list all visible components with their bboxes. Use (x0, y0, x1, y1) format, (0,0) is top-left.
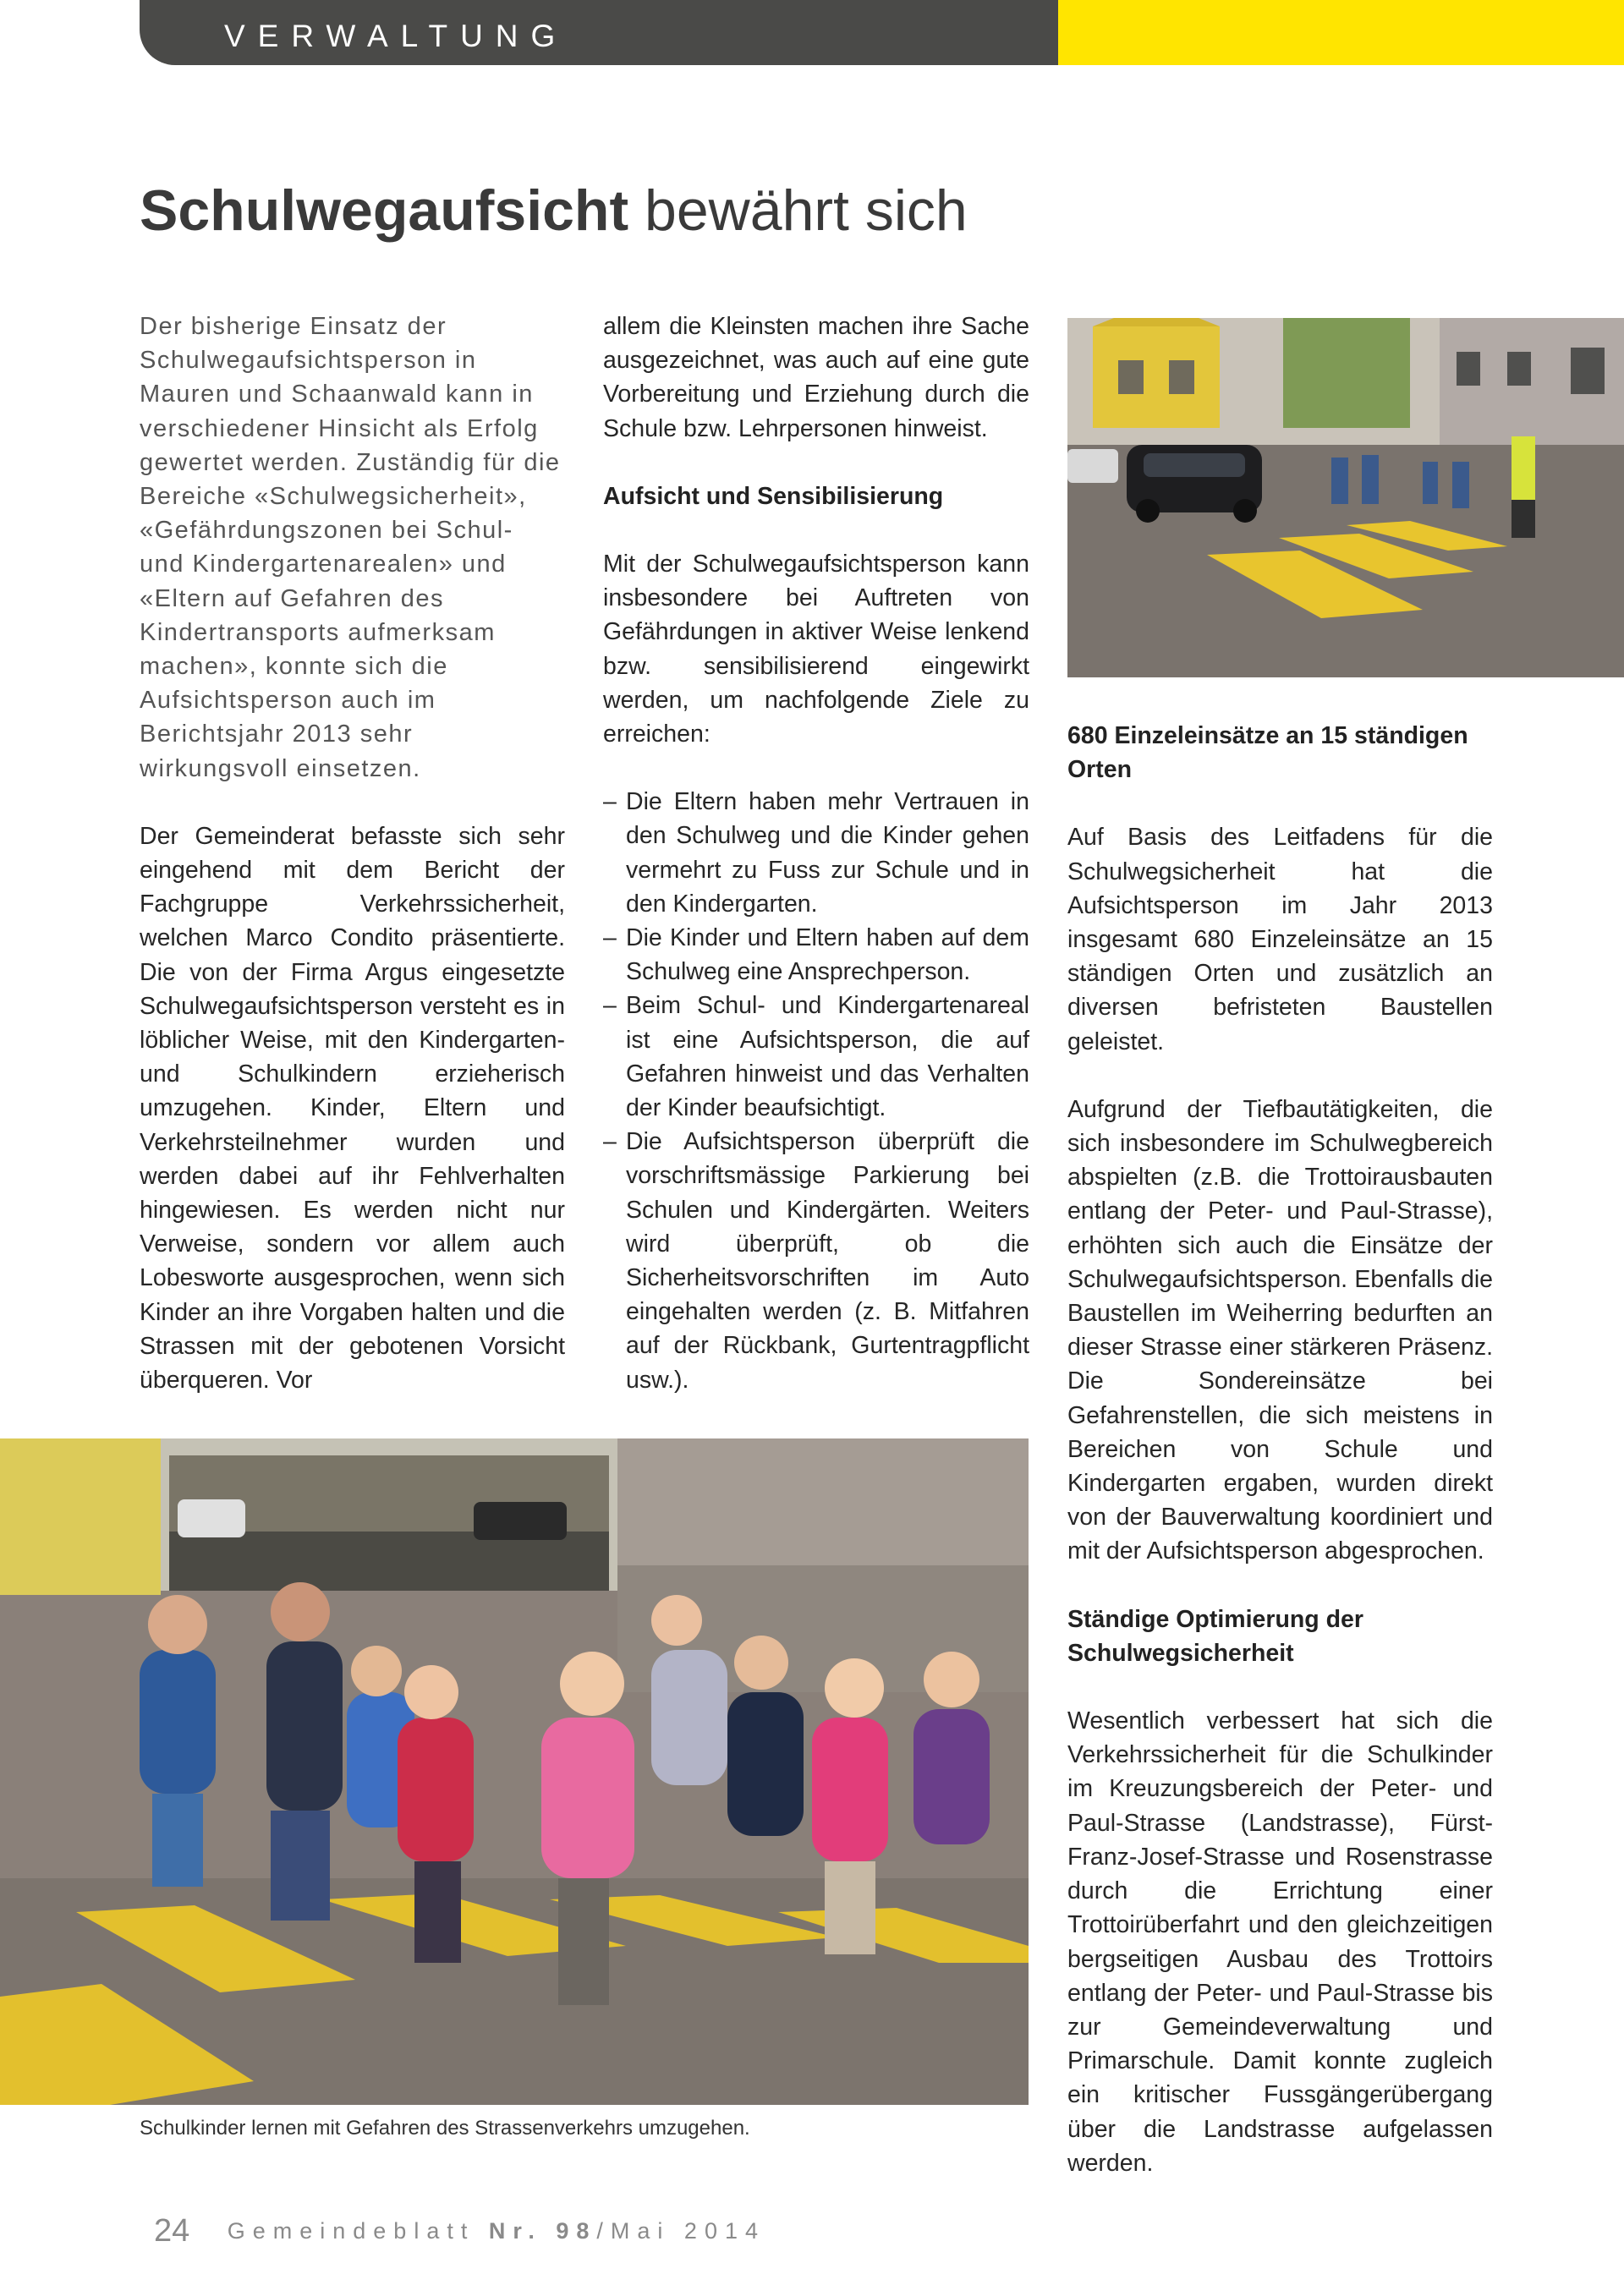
column-1 (140, 310, 565, 1397)
header-accent-bar (1058, 0, 1624, 65)
publication-info (228, 2218, 765, 2244)
page-footer (154, 2213, 765, 2249)
photo-caption: Schulkinder lernen mit Gefahren des Strassenverkehrs umzugehen. (140, 2117, 750, 2140)
lead-paragraph: Der bisherige Einsatz der Schulwegaufsichtsperson in Mauren und Schaanwald kann in verschiedener Hinsicht als Erfolg gewertet werden. Zuständig für die Bereiche «Schulwegsicherheit», «Gefährdungszonen bei Schul- und Kindergartenarealen» und «Eltern auf Gefahren des Kindertransports aufmerksam machen», konnte sich die Aufsichtsperson auch im Berichtsjahr 2013 sehr wirkungsvoll einsetzen. (140, 313, 561, 782)
body-paragraph: Der Gemeinderat befasste sich sehr eingehend mit dem Bericht der Fachgruppe Verkehrssicherheit, welchen Marco Condito präsentierte. Die von der Firma Argus eingesetzte Schulwegaufsichtsperson versteht es in löblicher Weise, mit den Kindergarten- und Schulkindern erzieherisch umzugehen. Kinder, Eltern und Verkehrsteilnehmer wurden und werden dabei auf ihr Fehlverhalten hingewiesen. Es werden nicht nur Verweise, sondern vor allem auch Lobesworte ausgesprochen, wenn sich Kinder an ihre Vorgaben halten und die Strassen mit der gebotenen Vorsicht überqueren. Vor (140, 822, 565, 1395)
crosswalk-car-photo (1067, 318, 1624, 677)
paragraph-verbessert: Wesentlich verbessert hat sich die Verkehrssicherheit für die Schulkinder im Kreuzungsbereich der Peter- und Paul-Strasse (Landstrasse), Fürst-Franz-Josef-Strasse und Rosenstrasse durch die Errichtung einer Trottoirüberfahrt und den gleichzeitigen bergseitigen Ausbau des Trottoirs entlang der Peter- und Paul-Strasse bis zur Gemeindeverwaltung und Primarschule. Damit konnte zugleich ein kritischer Fussgängerübergang über die Landstrasse aufgelassen werden. (1067, 1707, 1493, 2177)
list-item: – Beim Schul- und Kindergartenareal ist eine Aufsichtsperson, die auf Gefahren hinweist und das Verhalten der Kinder beaufsichtigt. (603, 989, 1029, 1125)
publication-name: Gemeindeblatt (227, 2218, 475, 2244)
article-title-rest: bewährt sich (628, 178, 968, 243)
paragraph-basis: Auf Basis des Leitfadens für die Schulwegsicherheit hat die Aufsichtsperson im Jahr 2013 insgesamt 680 Einzeleinsätze an 15 ständigen Orten und zusätzlich an diversen befristeten Baustellen geleistet. (1067, 824, 1493, 1055)
list-item: – Die Kinder und Eltern haben auf dem Schulweg eine Ansprechperson. (603, 921, 1029, 989)
section-label: VERWALTUNG (224, 19, 568, 53)
column-3 (1067, 719, 1493, 2180)
page-number: 24 (154, 2213, 190, 2249)
paragraph-tiefbau: Aufgrund der Tiefbautätigkeiten, die sich insbesondere im Schulwegbereich abspielten (z.B. die Trottoirausbauten entlang der Peter- und Paul-Strasse), erhöhten sich auch die Einsätze der Schulwegaufsichtsperson. Ebenfalls die Baustellen im Weiherring bedurften an dieser Strasse einer stärkeren Präsenz. Die Sondereinsätze bei Gefahrenstellen, die sich meistens in Bereichen von Schule und Kindergarten ergaben, wurden direkt von der Bauverwaltung koordiniert und mit der Aufsichtsperson abgesprochen. (1067, 1095, 1493, 1565)
list-item: – Die Aufsichtsperson überprüft die vorschriftsmässige Parkierung bei Schulen und Kindergärten. Weiters wird überprüft, ob die Sicherheitsvorschriften im Auto eingehalten werden (z. B. Mitfahren auf der Rückbank, Gurtentragpflicht usw.). (603, 1125, 1029, 1397)
article-title-strong: Schulwegaufsicht (140, 178, 629, 243)
issue-number: Nr. 98 (488, 2218, 597, 2244)
issue-date: /Mai 2014 (596, 2218, 765, 2244)
continuation-paragraph: allem die Kleinsten machen ihre Sache ausgezeichnet, was auch auf eine gute Vorbereitung und Erziehung durch die Schule bzw. Lehrpersonen hinweist. (603, 313, 1029, 442)
intro-paragraph: Mit der Schulwegaufsichtsperson kann insbesondere bei Auftreten von Gefährdungen in aktiver Weise lenkend bzw. sensibilisierend eingewirkt werden, um nachfolgende Ziele zu erreichen: (603, 551, 1029, 748)
children-crossing-photo (0, 1438, 1029, 2105)
subheading-aufsicht: Aufsicht und Sensibilisierung (603, 482, 944, 510)
goals-list (603, 785, 1029, 1397)
list-item: – Die Eltern haben mehr Vertrauen in den Schulweg und die Kinder gehen vermehrt zu Fuss zur Schule und in den Kindergarten. (603, 785, 1029, 921)
article-title (140, 178, 968, 244)
subheading-optimierung: Ständige Optimierung der Schulwegsicherheit (1067, 1605, 1363, 1667)
section-header-bar (140, 0, 1058, 65)
subheading-einzeleinsaetze: 680 Einzeleinsätze an 15 ständigen Orten (1067, 722, 1468, 784)
column-2 (603, 310, 1029, 1397)
